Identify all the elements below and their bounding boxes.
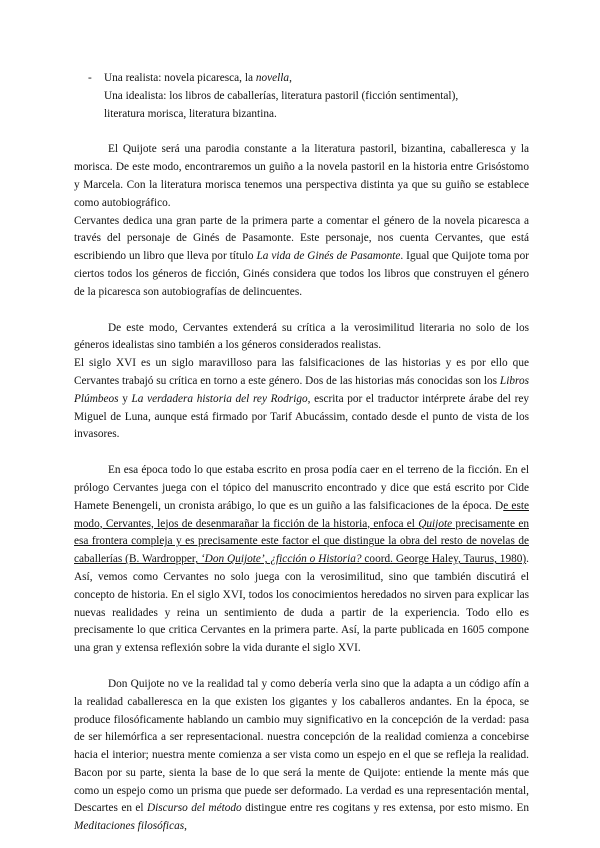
paragraph-gap [74,658,529,676]
p5-citation-title: ‘Don Quijote’, ¿ficción o Historia? [200,553,362,566]
p6-meditaciones-italic: Meditaciones filosóficas [74,820,185,833]
p6-text-c: , [184,820,187,833]
paragraph-5 [74,462,529,658]
paragraph-3: De este modo, Cervantes extenderá su crítica a la verosimilitud literaria no solo de los géneros idealistas sino también a los géneros considerados realistas. [74,321,529,352]
p2-text-a: Cervantes dedica una gran parte de la primera parte a comentar el género de la novela picaresca a través del personaje de Ginés de Pasamonte. Este personaje, nos cuenta Cervantes, que está escribiendo un libro que lleva por título [74,214,529,263]
p2-title-italic: La vida de Ginés de Pasamonte [256,250,401,263]
novella-italic: novella [255,72,290,84]
p5-text-b: . Así, vemos como Cervantes no solo juega con la verosimilitud, sino que también discutirá el concepto de historia. En el siglo XVI, todos los conocimientos heredados no sirven para explicar las nuevas realidades y reina un sentimiento de duda a partir de la experiencia. Todo ello es precisamente lo que critica Cervantes en la primera parte. Así, la parte publicada en 1605 compone una gran y extensa reflexión sobre la vida durante el siglo XVI. [74,553,529,655]
paragraph-6 [74,676,529,836]
paragraph-gap [74,302,529,320]
p4-and: y [118,392,132,405]
paragraph-gap [74,123,529,141]
realista-text: Una realista: novela picaresca, la [104,72,256,84]
document-body [74,70,529,836]
p6-discurso-italic: Discurso del método [146,802,242,815]
p5-underlined-1: e este modo, Cervantes, lejos de desenmarañar la ficción de la historia, enfoca el [74,499,529,530]
paragraph-4 [74,355,529,444]
realista-end: , [289,72,292,84]
paragraph-2 [74,213,529,302]
p2-text-b: . Igual que Quijote toma por ciertos todos los géneros de ficción, Ginés considera que todos los libros que construyen el género de la picaresca son autobiografías de delincuentes. [74,250,529,298]
p6-text-a: Don Quijote no ve la realidad tal y como debería verla sino que la adapta a un código afín a la realidad caballeresca en la que existen los gigantes y los caballeros andantes. En la época, se produce filosóficamente hablando un cambio muy significativo en la concepción de la verdad: pasa de ser hilemórfica a ser representacional. nuestra concepción de la realidad comienza a concebirse hacia el interior; nuestra mente comienza a ser vista como un espejo en el que se refleja la realidad. Bacon por su parte, sienta la base de lo que será la mente de Quijote: entiende la mente más que como un espejo como un prisma que puede ser deformado. La verdad es una representación mental, Descartes en el [74,677,529,815]
p4-text-b: , escrita por el traductor intérprete árabe del rey Miguel de Luna, aunque está firmado por Tarif Abucássim, contado desde el punto de vista de los invasores. [74,392,530,441]
paragraph-gap [74,444,529,462]
p6-text-b: distingue entre res cogitans y res extensa, por esto mismo. En [241,802,529,815]
p5-quijote-italic: Quijote [418,517,453,530]
paragraph-1: El Quijote será una parodia constante a la literatura pastoril, bizantina, caballeresca y la morisca. De este modo, encontraremos un guiño a la novela pastoril en la historia entre Grisóstomo y Marcela. Con la literatura morisca tenemos una perspectiva distinta ya que su guiño se establece como autobiográfico. [74,143,529,209]
idealista-line-1: Una idealista: los libros de caballerías, literatura pastoril (ficción sentimental), [104,89,459,102]
p4-title-2: La verdadera historia del rey Rodrigo [131,392,308,405]
idealista-line-2: literatura morisca, literatura bizantina. [104,107,277,120]
p5-text-a: En esa época todo lo que estaba escrito en prosa podía caer en el terreno de la ficción. En el prólogo Cervantes juega con el tópico del manuscrito encontrado y dice que está escrito por Cide Hamete Benengeli, un cronista arábigo, lo que es un guiño a las falsificaciones de la época. D [74,464,529,512]
p4-text-a: El siglo XVI es un siglo maravilloso para las falsificaciones de las historias y es por ello que Cervantes trabajó su crítica en torno a este género. Dos de las historias más conocidas son los [74,357,529,387]
p5-underlined-2: precisamente en esa frontera compleja y es precisamente este factor el que distingue la obra del resto de novelas de caballerías (B. Wardropper, [74,517,529,566]
list-item-realista [74,70,529,123]
p5-underlined-3: coord. George Haley, Taurus, 1980) [361,553,527,566]
list-bullet: - [88,72,92,84]
p4-title-1: Libros Plúmbeos [74,374,529,405]
